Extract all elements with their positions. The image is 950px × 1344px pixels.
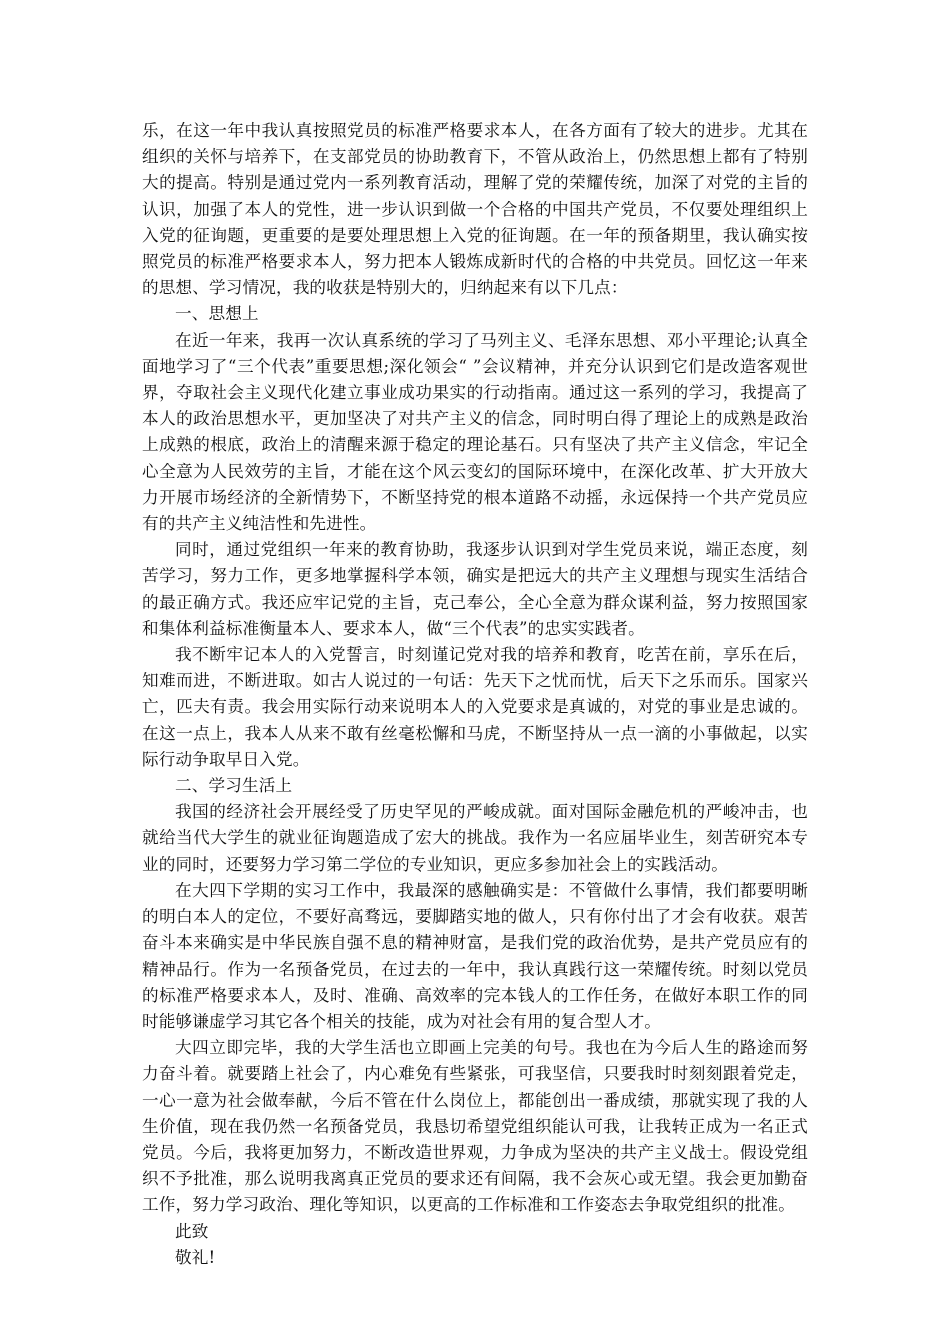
paragraph-thought-oath: 我不断牢记本人的入党誓言，时刻谨记党对我的培养和教育，吃苦在前，享乐在后，知难而进，不断进取。如古人说过的一句话：先天下之忧而忧，后天下之乐而乐。国家兴亡，匹夫有责。我会用实际行动来说明本人的入党要求是真诚的，对党的事业是忠诚的。在这一点上，我本人从来不敢有丝毫松懈和马虎，不断坚持从一点一滴的小事做起，以实际行动争取早日入党。: [142, 645, 808, 769]
section-heading-thought: 一、思想上: [175, 304, 259, 324]
document-body: [142, 118, 808, 1271]
section-heading-study-life: 二、学习生活上: [175, 776, 293, 796]
closing-salutation: 此致: [175, 1221, 209, 1241]
paragraph-thought-study: 在近一年来，我再一次认真系统的学习了马列主义、毛泽东思想、邓小平理论;认真全面地学习了“三个代表”重要思想;深化领会“ ”会议精神，并充分认识到它们是改造客观世界，夺取社会主义现代化建立事业成功果实的行动指南。通过这一系列的学习，我提高了本人的政治思想水平，更加坚决了对共产主义的信念，同时明白得了理论上的成熟是政治上成熟的根底，政治上的清醒来源于稳定的理论基石。只有坚决了共产主义信念，牢记全心全意为人民效劳的主旨，才能在这个风云变幻的国际环境中，在深化改革、扩大开放大力开展市场经济的全新情势下，不断坚持党的根本道路不动摇，永远保持一个共产党员应有的共产主义纯洁性和先进性。: [142, 330, 808, 534]
paragraph-intro: 乐，在这一年中我认真按照党员的标准严格要求本人，在各方面有了较大的进步。尤其在组织的关怀与培养下，在支部党员的协助教育下，不管从政治上，仍然思想上都有了特别大的提高。特别是通过党内一系列教育活动，理解了党的荣耀传统，加深了对党的主旨的认识，加强了本人的党性，进一步认识到做一个合格的中国共产党员，不仅要处理组织上入党的征询题，更重要的是要处理思想上入党的征询题。在一年的预备期里，我认确实按照党员的标准严格要求本人，努力把本人锻炼成新时代的合格的中共党员。回忆这一年来的思想、学习情况，我的收获是特别大的，归纳起来有以下几点：: [142, 121, 808, 298]
closing-regards: 敬礼!: [175, 1247, 216, 1267]
paragraph-thought-education: 同时，通过党组织一年来的教育协助，我逐步认识到对学生党员来说，端正态度，刻苦学习，努力工作，更多地掌握科学本领，确实是把远大的共产主义理想与现实生活结合的最正确方式。我还应牢记党的主旨，克己奉公，全心全意为群众谋利益，努力按照国家和集体利益标准衡量本人、要求本人，做“三个代表”的忠实实践者。: [142, 540, 808, 638]
paragraph-study-future: 大四立即完毕，我的大学生活也立即画上完美的句号。我也在为今后人生的路途而努力奋斗着。就要踏上社会了，内心难免有些紧张，可我坚信，只要我时时刻刻跟着党走，一心一意为社会做奉献，今后不管在什么岗位上，都能创出一番成绩，那就实现了我的人生价值，现在我仍然一名预备党员，我恳切希望党组织能认可我，让我转正成为一名正式党员。今后，我将更加努力，不断改造世界观，力争成为坚决的共产主义战士。假设党组织不予批准，那么说明我离真正党员的要求还有间隔，我不会灰心或无望。我会更加勤奋工作，努力学习政治、理化等知识，以更高的工作标准和工作姿态去争取党组织的批准。: [142, 1038, 808, 1215]
paragraph-study-internship: 在大四下学期的实习工作中，我最深的感触确实是：不管做什么事情，我们都要明晰的明白本人的定位，不要好高骛远，要脚踏实地的做人，只有你付出了才会有收获。艰苦奋斗本来确实是中华民族自强不息的精神财富，是我们党的政治优势，是共产党员应有的精神品行。作为一名预备党员，在过去的一年中，我认真践行这一荣耀传统。时刻以党员的标准严格要求本人，及时、准确、高效率的完本钱人的工作任务，在做好本职工作的同时能够谦虚学习其它各个相关的技能，成为对社会有用的复合型人才。: [142, 880, 808, 1031]
paragraph-study-economy: 我国的经济社会开展经受了历史罕见的严峻成就。面对国际金融危机的严峻冲击，也就给当代大学生的就业征询题造成了宏大的挑战。我作为一名应届毕业生，刻苦研究本专业的同时，还要努力学习第二学位的专业知识，更应多参加社会上的实践活动。: [142, 802, 808, 874]
